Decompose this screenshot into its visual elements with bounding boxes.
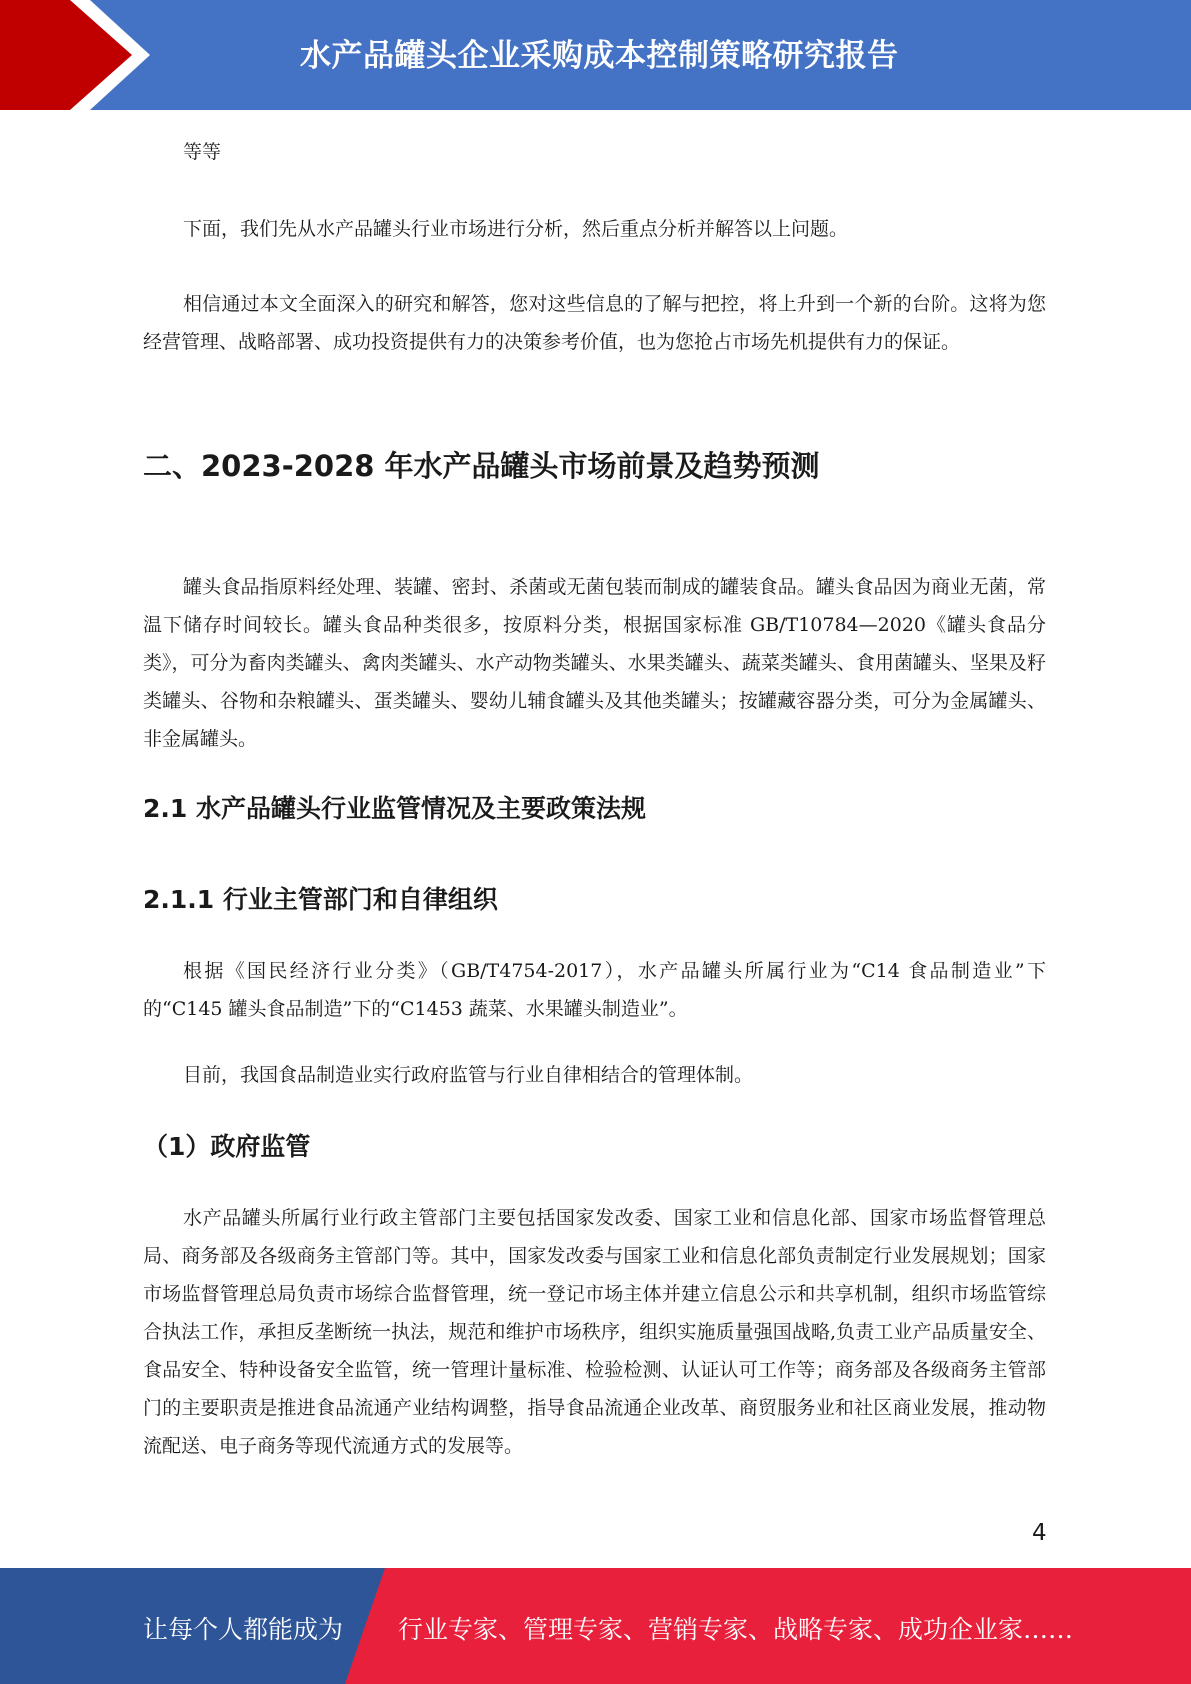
paragraph-etc: 等等: [183, 141, 222, 163]
paragraph-value: 相信通过本文全面深入的研究和解答，您对这些信息的了解与把控，将上升到一个新的台阶。这将为您经营管理、战略部署、成功投资提供有力的决策参考价值，也为您抢占市场先机提供有力的保证。: [143, 293, 1046, 353]
page-header: [0, 0, 1191, 110]
subsection-heading-2-1-1: 2.1.1 行业主管部门和自律组织: [143, 885, 498, 914]
footer-slogan-left: 让每个人都能成为: [143, 1615, 344, 1644]
report-title: 水产品罐头企业采购成本控制策略研究报告: [300, 38, 899, 74]
subsection-heading-government: （1）政府监管: [143, 1132, 311, 1161]
page-footer: [0, 1568, 1191, 1684]
section-heading-2: 二、2023-2028 年水产品罐头市场前景及趋势预测: [143, 449, 820, 483]
paragraph-management-system: 目前，我国食品制造业实行政府监管与行业自律相结合的管理体制。: [183, 1064, 754, 1086]
paragraph-industry-classification: 根据《国民经济行业分类》（GB/T4754-2017），水产品罐头所属行业为“C14 食品制造业”下的“C145 罐头食品制造”下的“C1453 蔬菜、水果罐头制造业”。: [143, 960, 1046, 1020]
paragraph-canned-food-definition: 罐头食品指原料经处理、装罐、密封、杀菌或无菌包装而制成的罐装食品。罐头食品因为商业无菌，常温下储存时间较长。罐头食品种类很多，按原料分类，根据国家标准 GB/T10784—2020《罐头食品分类》，可分为畜肉类罐头、禽肉类罐头、水产动物类罐头、水果类罐头、蔬菜类罐头、食用菌罐头、坚果及籽类罐头、谷物和杂粮罐头、蛋类罐头、婴幼儿辅食罐头及其他类罐头；按罐藏容器分类，可分为金属罐头、非金属罐头。: [143, 576, 1046, 750]
page-number: 4: [1032, 1520, 1047, 1546]
subsection-heading-2-1: 2.1 水产品罐头行业监管情况及主要政策法规: [143, 794, 646, 823]
paragraph-government-regulation: 水产品罐头所属行业行政主管部门主要包括国家发改委、国家工业和信息化部、国家市场监督管理总局、商务部及各级商务主管部门等。其中，国家发改委与国家工业和信息化部负责制定行业发展规划；国家市场监督管理总局负责市场综合监督管理，统一登记市场主体并建立信息公示和共享机制，组织市场监管综合执法工作，承担反垄断统一执法，规范和维护市场秩序，组织实施质量强国战略,负责工业产品质量安全、食品安全、特种设备安全监管，统一管理计量标准、检验检测、认证认可工作等；商务部及各级商务主管部门的主要职责是推进食品流通产业结构调整，指导食品流通企业改革、商贸服务业和社区商业发展，推动物流配送、电子商务等现代流通方式的发展等。: [143, 1207, 1046, 1457]
paragraph-intro: 下面，我们先从水产品罐头行业市场进行分析，然后重点分析并解答以上问题。: [183, 218, 849, 240]
footer-slogan-right: 行业专家、管理专家、营销专家、战略专家、成功企业家……: [398, 1615, 1074, 1644]
